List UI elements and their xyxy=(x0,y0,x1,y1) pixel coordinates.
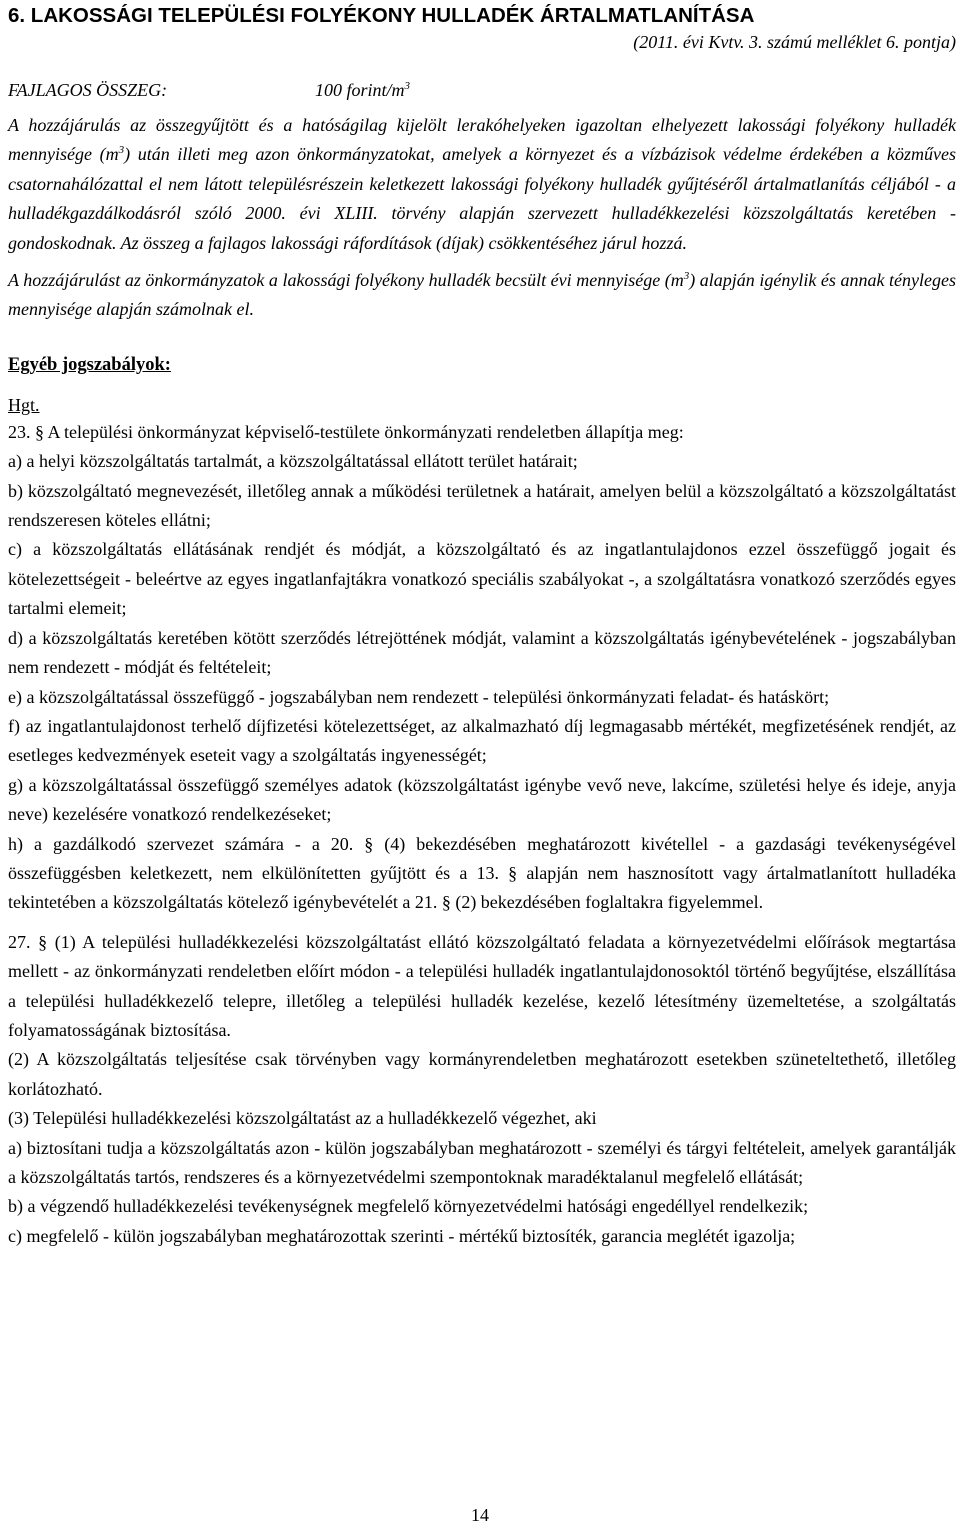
fee-label: FAJLAGOS ÖSSZEG: xyxy=(8,80,168,100)
s27-paragraph-3: (3) Települési hulladékkezelési közszolgáltatást az a hulladékkezelő végezhet, aki xyxy=(8,1108,597,1129)
intro-p2-a: A hozzájárulást az önkormányzatok a lakossági folyékony hulladék becsült évi mennyisége (m xyxy=(8,270,684,291)
s23-intro: 23. § A települési önkormányzat képviselő-testülete önkormányzati rendeletben állapítja meg: xyxy=(8,421,684,442)
s23-item-e: e) a közszolgáltatással összefüggő - jogszabályban nem rendezett - települési önkormányzati feladat- és hatáskört; xyxy=(8,686,830,707)
s27-item-c: c) megfelelő - külön jogszabályban meghatározottak szerinti - mértékű biztosíték, garancia meglétét igazolja; xyxy=(8,1225,796,1246)
intro-paragraph-2 xyxy=(8,266,956,325)
s27-paragraph-2: (2) A közszolgáltatás teljesítése csak törvényben vagy kormányrendeletben meghatározott esetekben szüneteltethető, illetőleg korlátozható. xyxy=(8,1049,956,1099)
act-name: Hgt. xyxy=(8,394,40,415)
s23-item-a: a) a helyi közszolgáltatás tartalmát, a közszolgáltatással ellátott terület határait; xyxy=(8,451,578,472)
s27-item-a: a) biztosítani tudja a közszolgáltatás azon - külön jogszabályban meghatározott - személyi és tárgyi feltételeit, amelyek garantálják a közszolgáltatás tartós, rendszeres és a környezetvédelmi szempontoknak maradéktalanul megfelelő ellátását; xyxy=(8,1137,956,1187)
section-subtitle: (2011. évi Kvtv. 3. számú melléklet 6. pontja) xyxy=(633,32,956,52)
s23-item-c: c) a közszolgáltatás ellátásának rendjét és módját, a közszolgáltató és az ingatlantulajdonos ezzel összefüggő jogait és kötelezettségeit - beleértve az egyes ingatlanfajtákra vonatkozó speciális szabályokat -, a szolgáltatásra vonatkozó szerződés egyes tartalmi elemeit; xyxy=(8,539,956,619)
intro-p1-a: A hozzájárulás az összegyűjtött és a hatóságilag kijelölt lerakóhelyeken igazoltan elhelyezett lakossági folyékony hulladék mennyisége (m xyxy=(8,115,956,165)
s23-item-g: g) a közszolgáltatással összefüggő személyes adatok (közszolgáltatást igénybe vevő neve, lakcíme, születési helye és ideje, anyja neve) kezelésére vonatkozó rendelkezéseket; xyxy=(8,774,956,825)
fee-value xyxy=(315,76,410,105)
document-page xyxy=(8,0,956,1251)
s23-item-d: d) a közszolgáltatás keretében kötött szerződés létrejöttének módját, valamint a közszolgáltatás igénybevételének - jogszabályban nem rendezett - módját és feltételeit; xyxy=(8,627,956,678)
section-title: 6. LAKOSSÁGI TELEPÜLÉSI FOLYÉKONY HULLADÉK ÁRTALMATLANÍTÁSA xyxy=(8,4,755,27)
page-number: 14 xyxy=(471,1505,489,1525)
fee-value-sup: 3 xyxy=(404,80,411,92)
s23-item-f: f) az ingatlantulajdonost terhelő díjfizetési kötelezettséget, az alkalmazható díj legmagasabb mértékét, megfizetésének rendjét, az esetleges kedvezmények eseteit vagy a szolgáltatás ingyenességét; xyxy=(8,715,956,766)
intro-p2-sup: 3 xyxy=(683,270,690,283)
s23-item-h: h) a gazdálkodó szervezet számára - a 20. § (4) bekezdésében meghatározott kivétellel - a gazdasági tevékenységével összefüggésben keletkezett, nem elkülönítetten gyűjtött és a 13. § alapján nem hasznosított vagy ártalmatlanított hulladéka tekintetében a közszolgáltatás kötelező igénybevételét a 21. § (2) bekezdésében foglaltakra figyelemmel. xyxy=(8,833,956,913)
intro-p2-b: ) alapján igénylik és annak tényleges mennyisége alapján számolnak el. xyxy=(8,270,956,320)
fee-row xyxy=(8,76,956,105)
other-laws-heading: Egyéb jogszabályok: xyxy=(8,354,171,375)
fee-value-text: 100 forint/m xyxy=(315,80,405,100)
intro-p1-b: ) után illeti meg azon önkormányzatokat, amelyek a környezet és a vízbázisok védelme érdekében a közműves csatornahálózattal el nem látott településrészein keletkezett lakossági folyékony hulladék gyűjtéséről ártalmatlanítás céljából - a hulladékgazdálkodásról szóló 2000. évi XLIII. törvény alapján szervezett hulladékkezelési közszolgáltatás keretében - gondoskodnak. Az összeg a fajlagos lakossági ráfordítások (díjak) csökkentéséhez járul hozzá. xyxy=(8,144,956,253)
s23-item-b: b) közszolgáltató megnevezését, illetőleg annak a működési területnek a határait, amelyen belül a közszolgáltató a közszolgáltatást rendszeresen köteles ellátni; xyxy=(8,480,956,531)
s27-paragraph-1: 27. § (1) A települési hulladékkezelési közszolgáltatást ellátó közszolgáltató feladata a környezetvédelmi előírások megtartása mellett - az önkormányzati rendeletben előírt módon - a települési hulladék ingatlantulajdonosoktól történő begyűjtése, elszállítása a települési hulladékkezelő telepre, illetőleg a települési hulladék kezelése, kezelő létesítmény üzemeltetése, a szolgáltatás folyamatosságának biztosítása. xyxy=(8,931,956,1040)
intro-paragraph-1 xyxy=(8,111,956,258)
s27-item-b: b) a végzendő hulladékkezelési tevékenységnek megfelelő környezetvédelmi hatósági engedéllyel rendelkezik; xyxy=(8,1196,809,1217)
intro-p1-sup: 3 xyxy=(118,144,125,157)
